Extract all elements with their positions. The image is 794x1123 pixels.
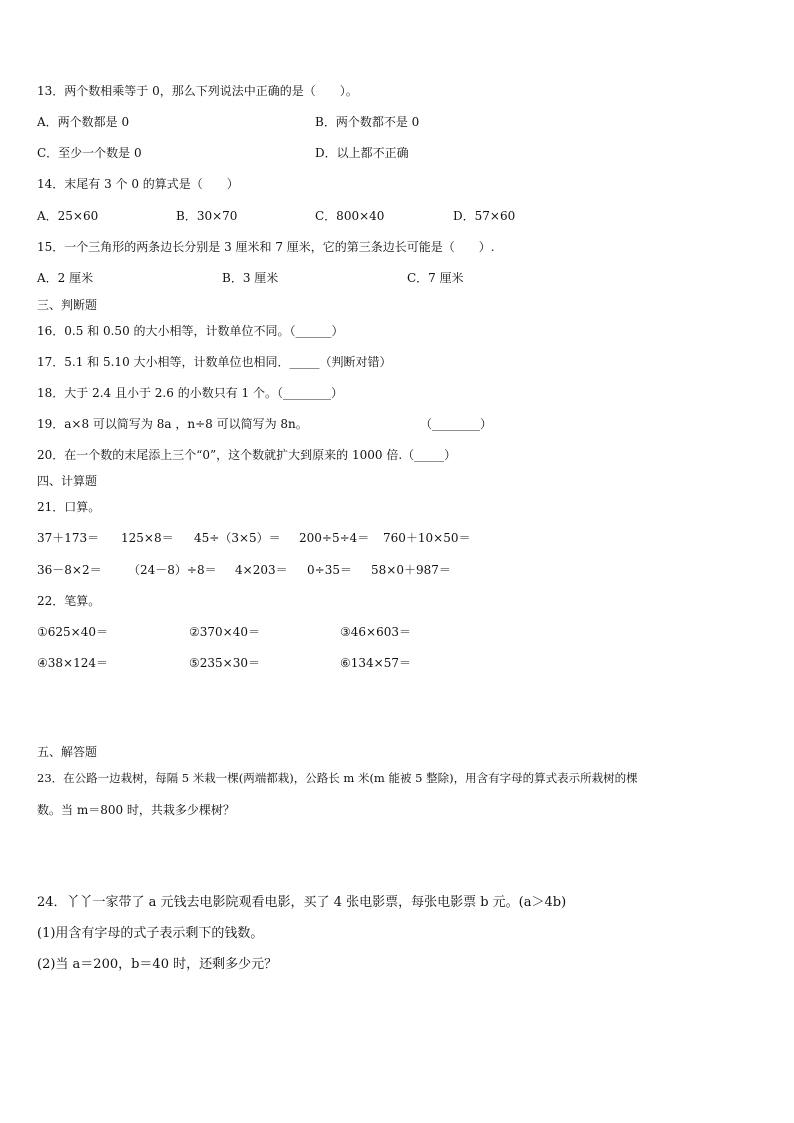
q21-item: 36－8×2＝ (37, 563, 102, 577)
q21-item: 760＋10×50＝ (383, 531, 471, 545)
q21-item: 37＋173＝ (37, 531, 100, 545)
section-heading-judgment: 三、判断题 (37, 298, 98, 312)
q21-item: 200÷5÷4＝ (299, 531, 370, 545)
q24-line-1: 24．丫丫一家带了 a 元钱去电影院观看电影，买了 4 张电影票，每张电影票 b 元。(a＞4b) (37, 895, 567, 910)
q24-line-3: (2)当 a＝200，b＝40 时，还剩多少元？ (37, 957, 278, 972)
q21-item: 125×8＝ (121, 531, 174, 545)
q13-option-d: D．以上都不正确 (315, 146, 409, 160)
q13-option-c: C．至少一个数是 0 (37, 146, 142, 160)
q22-item: ②370×40＝ (189, 625, 260, 639)
q21-item: 45÷（3×5）＝ (194, 531, 281, 545)
q21-item: 0÷35＝ (307, 563, 352, 577)
q22-item: ③46×603＝ (340, 625, 411, 639)
section-heading-word-problems: 五、解答题 (37, 745, 98, 759)
q21-item: （24－8）÷8＝ (128, 563, 217, 577)
q15-option-c: C．7 厘米 (407, 271, 464, 285)
q23-line-2: 数。当 m＝800 时，共栽多少棵树？ (37, 803, 235, 817)
q15-option-a: A．2 厘米 (37, 271, 94, 285)
q22-item: ①625×40＝ (37, 625, 108, 639)
q16: 16．0.5 和 0.50 的大小相等，计数单位不同。（______） (37, 324, 344, 338)
q15-option-b: B．3 厘米 (222, 271, 279, 285)
q19-answer-blank: （________） (420, 417, 493, 431)
q24-line-2: (1)用含有字母的式子表示剩下的钱数。 (37, 926, 264, 941)
q14-stem: 14．末尾有 3 个 0 的算式是（ ） (37, 177, 239, 191)
q14-option-a: A．25×60 (37, 209, 99, 223)
section-heading-calculation: 四、计算题 (37, 474, 98, 488)
q14-option-d: D．57×60 (453, 209, 516, 223)
q21-stem: 21．口算。 (37, 500, 101, 514)
q14-option-c: C．800×40 (315, 209, 385, 223)
q23-line-1: 23．在公路一边栽树，每隔 5 米栽一棵(两端都栽)，公路长 m 米(m 能被 5 整除)，用含有字母的算式表示所栽树的棵 (37, 771, 638, 785)
q21-item: 4×203＝ (235, 563, 288, 577)
q21-item: 58×0＋987＝ (371, 563, 451, 577)
q15-stem: 15．一个三角形的两条边长分别是 3 厘米和 7 厘米，它的第三条边长可能是（ ）. (37, 240, 495, 254)
q22-item: ⑤235×30＝ (189, 656, 260, 670)
q22-stem: 22．笔算。 (37, 594, 101, 608)
q19-stem: 19．a×8 可以简写为 8a ，n÷8 可以简写为 8n。 (37, 417, 308, 431)
q13-option-b: B．两个数都不是 0 (315, 115, 420, 129)
q22-item: ⑥134×57＝ (340, 656, 411, 670)
q18: 18．大于 2.4 且小于 2.6 的小数只有 1 个。（________） (37, 386, 343, 400)
q17: 17．5.1 和 5.10 大小相等，计数单位也相同．_____（判断对错） (37, 355, 392, 369)
q13-stem: 13．两个数相乘等于 0，那么下列说法中正确的是（ ）。 (37, 84, 358, 98)
q14-option-b: B．30×70 (176, 209, 238, 223)
q13-option-a: A．两个数都是 0 (37, 115, 130, 129)
q20: 20．在一个数的末尾添上三个“0”，这个数就扩大到原来的 1000 倍.（_____） (37, 448, 457, 462)
q22-item: ④38×124＝ (37, 656, 108, 670)
